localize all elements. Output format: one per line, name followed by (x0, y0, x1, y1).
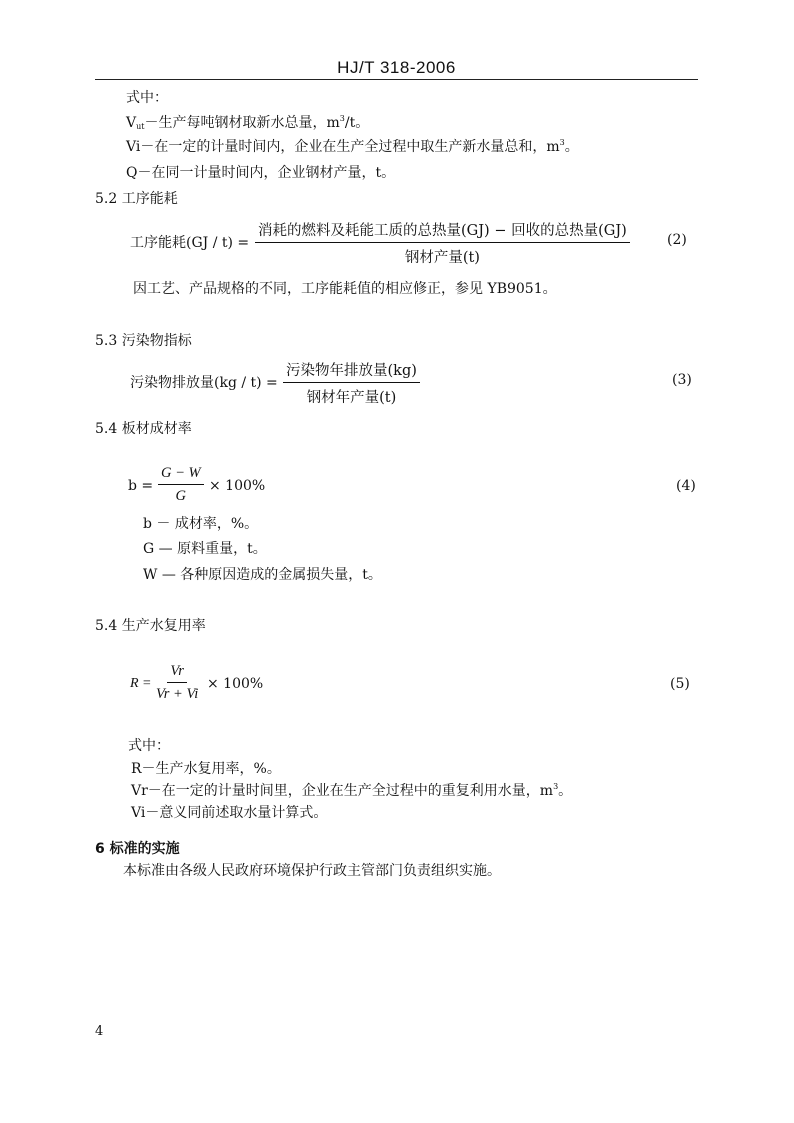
equation-2-numerator: 消耗的燃料及耗能工质的总热量(GJ) − 回收的总热量(GJ) (255, 219, 630, 243)
equation-3-denominator: 钢材年产量(t) (306, 390, 397, 406)
equation-4-rhs: × 100% (209, 478, 266, 494)
equation-5-denominator: Vr + Vi (156, 686, 199, 702)
equation-5-lhs: R = (130, 676, 152, 691)
section-5-2-note: 因工艺、产品规格的不同，工序能耗值的相应修正，参见 YB9051。 (133, 281, 557, 297)
section-6-body: 本标准由各级人民政府环境保护行政主管部门负责组织实施。 (123, 863, 501, 879)
equation-5-def-vr (131, 780, 572, 800)
equation-3-number: (3) (672, 372, 692, 388)
equation-5-number: (5) (670, 676, 690, 692)
equation-4-def-w: W — 各种原因造成的金属损失量，t。 (143, 567, 382, 583)
legend-text: －生产每吨钢材取新水总量，m (144, 115, 340, 131)
legend-text-end: 。 (564, 139, 579, 155)
section-heading-5-3: 5.3 污染物指标 (95, 333, 192, 349)
formula-legend-intro: 式中： (126, 90, 168, 106)
legend-line-q: Q－在同一计量时间内，企业钢材产量，t。 (126, 165, 396, 181)
equation-5-fraction (156, 663, 198, 703)
section-heading-5-2: 5.2 工序能耗 (95, 191, 178, 207)
equation-5-def-r: R－生产水复用率，%。 (131, 761, 281, 777)
section-heading-5-4-water-reuse: 5.4 生产水复用率 (95, 618, 206, 634)
legend-text-end: 。 (558, 783, 573, 799)
legend-superscript: 3 (559, 138, 565, 147)
equation-2-lhs: 工序能耗(GJ / t) = (130, 235, 250, 251)
legend-line-vut (126, 112, 369, 132)
section-heading-5-4-yield: 5.4 板材成材率 (95, 421, 192, 437)
equation-2-denominator: 钢材产量(t) (404, 250, 480, 266)
legend-symbol: V (126, 115, 137, 131)
equation-4-fraction (158, 465, 204, 505)
equation-5-def-vi: Vi－意义同前述取水量计算式。 (131, 805, 328, 821)
section-heading-6: 6 标准的实施 (95, 841, 180, 857)
header-rule (95, 79, 698, 80)
legend-text-end: /t。 (344, 115, 370, 131)
legend-line-vi (126, 136, 579, 156)
equation-2-fraction (255, 219, 630, 267)
legend-superscript: 3 (553, 782, 559, 791)
equation-4-def-g: G — 原料重量，t。 (143, 541, 267, 557)
equation-5-legend-intro: 式中： (128, 738, 170, 754)
equation-3-numerator: 污染物年排放量(kg) (283, 359, 420, 383)
equation-4-number: (4) (676, 478, 696, 494)
equation-3-fraction (283, 359, 420, 407)
equation-4-lhs: b = (128, 478, 154, 494)
legend-text: Vr－在一定的计量时间里，企业在生产全过程中的重复利用水量，m (131, 783, 554, 799)
equation-2-number: (2) (667, 232, 687, 248)
legend-superscript: 3 (339, 114, 345, 123)
legend-subscript: ut (136, 122, 145, 131)
equation-4-denominator: G (175, 488, 187, 504)
equation-4-numerator: G − W (158, 465, 204, 485)
equation-5-rhs: × 100% (207, 676, 264, 692)
equation-3-lhs: 污染物排放量(kg / t) = (130, 375, 278, 391)
page-header-title: HJ/T 318-2006 (337, 58, 456, 77)
equation-4-def-b: b － 成材率，%。 (143, 516, 259, 532)
legend-text: Vi－在一定的计量时间内，企业在生产全过程中取生产新水量总和，m (126, 139, 560, 155)
equation-5-numerator: Vr (167, 663, 186, 683)
page-number: 4 (95, 1024, 104, 1039)
